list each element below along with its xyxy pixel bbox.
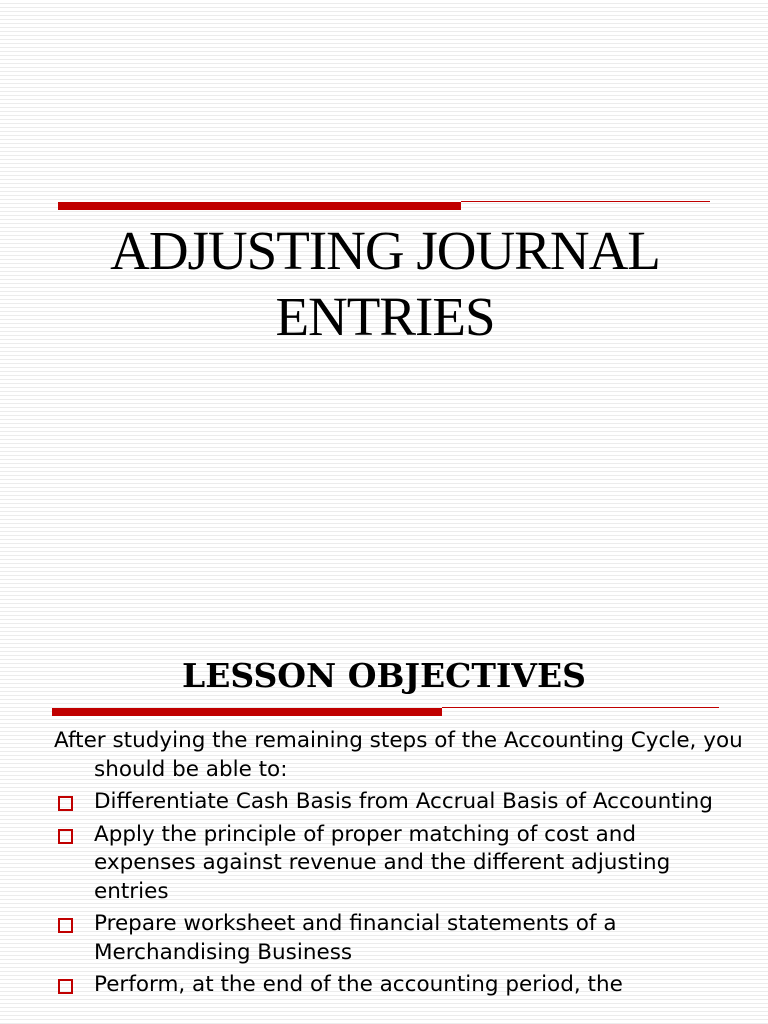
objectives-slide <box>0 620 768 1024</box>
list-item <box>54 821 744 907</box>
slide-body <box>54 727 744 1004</box>
title-rule-thick <box>52 708 442 716</box>
intro-text: After studying the remaining steps of the Accounting Cycle, you should be able to: <box>54 728 743 782</box>
list-item-text: Differentiate Cash Basis from Accrual Basis of Accounting <box>94 789 713 814</box>
list-item <box>54 788 744 817</box>
slide-title: LESSON OBJECTIVES <box>182 656 586 695</box>
list-item-text: Perform, at the end of the accounting period, the <box>94 972 623 997</box>
hollow-square-bullet-icon <box>58 829 73 844</box>
hollow-square-bullet-icon <box>58 918 73 933</box>
title-rule-thick <box>58 202 461 210</box>
hollow-square-bullet-icon <box>58 979 73 994</box>
list-item-text: Apply the principle of proper matching of cost and expenses against revenue and the different adjusting entries <box>94 821 671 904</box>
title-rule-thin <box>461 201 710 202</box>
list-item-text: Prepare worksheet and financial statements of a Merchandising Business <box>94 911 617 965</box>
hollow-square-bullet-icon <box>58 796 73 811</box>
list-item <box>54 910 744 967</box>
slide-title: ADJUSTING JOURNAL ENTRIES <box>110 220 660 347</box>
title-rule-thin <box>442 707 719 708</box>
list-item <box>54 971 744 1000</box>
objectives-list <box>54 788 744 1000</box>
